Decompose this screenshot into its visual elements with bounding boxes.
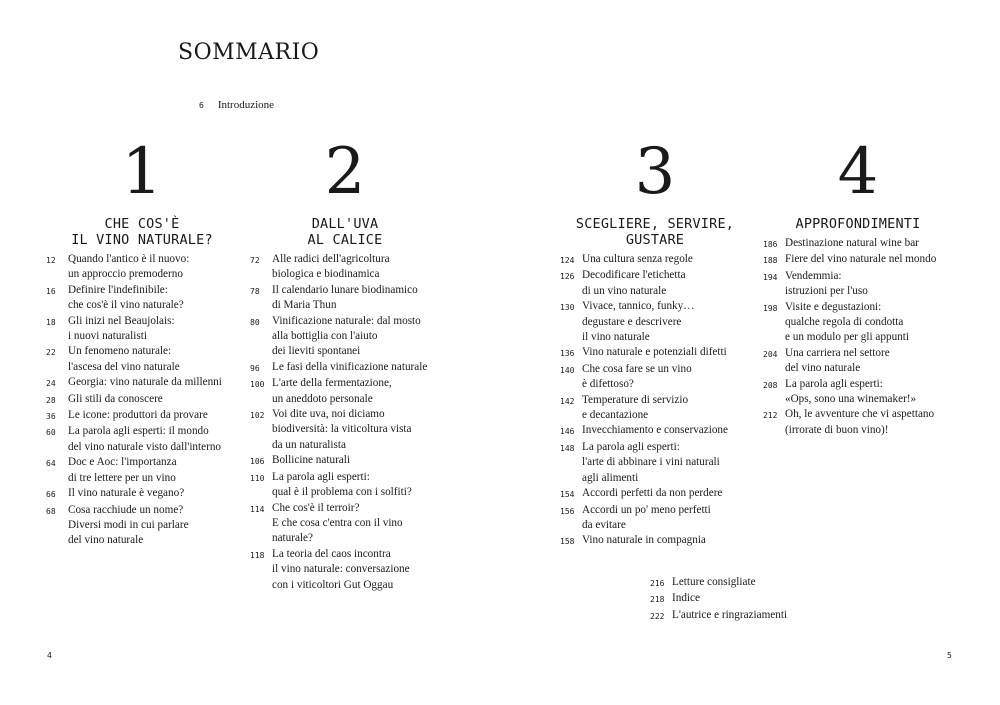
page-number: 222 bbox=[650, 611, 665, 621]
page-number: 130 bbox=[560, 303, 575, 313]
toc-entry[interactable] bbox=[46, 503, 241, 549]
toc-entry[interactable] bbox=[560, 362, 750, 393]
page-number: 80 bbox=[250, 317, 260, 327]
toc-entry[interactable] bbox=[46, 486, 241, 502]
page-number: 198 bbox=[763, 303, 778, 313]
page-number: 60 bbox=[46, 428, 56, 438]
chapter-4-toc bbox=[763, 236, 963, 438]
page-number: 156 bbox=[560, 506, 575, 516]
page-number: 126 bbox=[560, 272, 575, 282]
entry-title: Le fasi della vinificazione naturale bbox=[272, 360, 428, 373]
toc-entry[interactable] bbox=[763, 407, 963, 438]
chapter-number: 2 bbox=[324, 135, 366, 209]
back-matter-toc bbox=[650, 575, 830, 624]
chapter-4-header bbox=[758, 135, 958, 232]
toc-entry[interactable] bbox=[560, 252, 750, 268]
page-number: 68 bbox=[46, 506, 56, 516]
page-number: 136 bbox=[560, 349, 575, 359]
entry-title: Una carriera nel settore del vino naturale bbox=[785, 346, 890, 375]
page-number: 216 bbox=[650, 579, 665, 588]
entry-title: Oh, le avventure che vi aspettano (irrorate di buon vino)! bbox=[785, 408, 935, 436]
folio-left: 4 bbox=[47, 651, 52, 660]
toc-entry[interactable] bbox=[46, 344, 241, 375]
toc-entry[interactable] bbox=[560, 268, 750, 299]
entry-title: Una cultura senza regole bbox=[582, 253, 693, 265]
entry-title: Introduzione bbox=[217, 99, 275, 111]
chapter-number: 3 bbox=[634, 135, 676, 209]
entry-title: Vino naturale e potenziali difetti bbox=[582, 346, 727, 359]
toc-entry[interactable] bbox=[763, 300, 963, 346]
page-number: 142 bbox=[560, 396, 575, 406]
toc-entry[interactable] bbox=[46, 375, 241, 391]
page-number: 28 bbox=[46, 395, 56, 405]
page-number: 78 bbox=[250, 286, 260, 296]
page-number: 212 bbox=[763, 411, 778, 421]
toc-entry[interactable] bbox=[250, 470, 450, 501]
page-number: 18 bbox=[46, 317, 56, 327]
page-number: 100 bbox=[250, 380, 265, 390]
entry-title: Alle radici dell'agricoltura biologica e biodinamica bbox=[272, 253, 390, 281]
intro-entry[interactable] bbox=[199, 99, 274, 111]
entry-title: Doc e Aoc: l'importanza di tre lettere per un vino bbox=[68, 456, 177, 484]
toc-entry[interactable] bbox=[650, 608, 830, 624]
page-number: 148 bbox=[560, 443, 575, 453]
toc-entry[interactable] bbox=[250, 376, 450, 407]
entry-title: Che cosa fare se un vino è difettoso? bbox=[582, 362, 692, 391]
page-number: 110 bbox=[250, 473, 265, 483]
toc-entry[interactable] bbox=[250, 283, 450, 314]
page-number: 36 bbox=[46, 412, 56, 422]
toc-entry[interactable] bbox=[763, 252, 963, 268]
toc-entry[interactable] bbox=[250, 547, 450, 593]
page-number: 66 bbox=[46, 490, 56, 500]
toc-entry[interactable] bbox=[560, 486, 750, 502]
entry-title: Accordi un po' meno perfetti da evitare bbox=[582, 503, 711, 531]
toc-entry[interactable] bbox=[46, 455, 241, 486]
entry-title: Vinificazione naturale: dal mosto alla bottiglia con l'aiuto dei lieviti spontanei bbox=[272, 314, 421, 358]
toc-entry[interactable] bbox=[560, 423, 750, 439]
toc-entry[interactable] bbox=[250, 501, 450, 547]
entry-title: Vendemmia: istruzioni per l'uso bbox=[785, 269, 868, 298]
entry-title: L'arte della fermentazione, un aneddoto personale bbox=[272, 377, 392, 405]
toc-entry[interactable] bbox=[46, 392, 241, 408]
page-title: SOMMARIO bbox=[178, 40, 320, 65]
entry-title: Vivace, tannico, funky… degustare e descrivere il vino naturale bbox=[582, 300, 695, 344]
entry-title: Il vino naturale è vegano? bbox=[68, 487, 185, 500]
toc-entry[interactable] bbox=[46, 424, 241, 455]
page-number: 16 bbox=[46, 286, 56, 296]
chapter-number: 1 bbox=[121, 135, 163, 209]
toc-entry[interactable] bbox=[763, 269, 963, 300]
page-number: 154 bbox=[560, 490, 575, 500]
entry-title: Accordi perfetti da non perdere bbox=[582, 487, 723, 500]
toc-entry[interactable] bbox=[560, 533, 750, 549]
page-number: 146 bbox=[560, 427, 575, 437]
entry-title: Che cos'è il terroir? E che cosa c'entra con il vino naturale? bbox=[272, 501, 403, 545]
entry-title: Fiere del vino naturale nel mondo bbox=[785, 253, 937, 266]
entry-title: Il calendario lunare biodinamico di Maria Thun bbox=[272, 283, 418, 312]
page-number: 208 bbox=[763, 380, 778, 390]
toc-entry[interactable] bbox=[763, 377, 963, 408]
toc-entry[interactable] bbox=[560, 503, 750, 534]
entry-title: Quando l'antico è il nuovo: un approccio premoderno bbox=[68, 253, 190, 281]
entry-title: Destinazione natural wine bar bbox=[785, 237, 919, 249]
toc-entry[interactable] bbox=[650, 575, 830, 591]
entry-title: La parola agli esperti: «Ops, sono una winemaker!» bbox=[785, 377, 917, 406]
page-number: 194 bbox=[763, 272, 778, 282]
chapter-1-header bbox=[42, 135, 242, 248]
page-number: 204 bbox=[763, 349, 778, 359]
page-number: 140 bbox=[560, 365, 575, 375]
entry-title: Bollicine naturali bbox=[272, 454, 350, 467]
entry-title: Letture consigliate bbox=[672, 576, 756, 588]
page-number: 114 bbox=[250, 504, 265, 514]
page-number: 218 bbox=[650, 595, 665, 605]
entry-title: Voi dite uva, noi diciamo biodiversità: la viticoltura vista da un naturalista bbox=[272, 408, 412, 451]
toc-entry[interactable] bbox=[250, 252, 450, 283]
folio-right: 5 bbox=[947, 651, 952, 660]
entry-title: La parola agli esperti: il mondo del vino naturale visto dall'interno bbox=[68, 425, 222, 453]
toc-entry[interactable] bbox=[250, 453, 450, 469]
entry-title: Visite e degustazioni: qualche regola di condotta e un modulo per gli appunti bbox=[785, 300, 909, 344]
toc-entry[interactable] bbox=[46, 408, 241, 424]
toc-entry[interactable] bbox=[46, 283, 241, 314]
entry-title: La parola agli esperti: l'arte di abbinare i vini naturali agli alimenti bbox=[582, 440, 720, 484]
entry-title: Gli stili da conoscere bbox=[68, 392, 163, 405]
page-number: 72 bbox=[250, 256, 260, 265]
page-number: 6 bbox=[199, 101, 204, 110]
toc-entry[interactable] bbox=[560, 299, 750, 345]
toc-entry[interactable] bbox=[560, 345, 750, 361]
entry-title: Cosa racchiude un nome? Diversi modi in cui parlare del vino naturale bbox=[68, 503, 189, 547]
chapter-title: SCEGLIERE, SERVIRE, GUSTARE bbox=[575, 216, 735, 248]
entry-title: Invecchiamento e conservazione bbox=[582, 424, 728, 437]
toc-entry[interactable] bbox=[250, 360, 450, 376]
entry-title: Definire l'indefinibile: che cos'è il vino naturale? bbox=[68, 283, 184, 312]
page-number: 64 bbox=[46, 459, 56, 469]
page-number: 12 bbox=[46, 256, 56, 265]
chapter-3-toc bbox=[560, 252, 750, 550]
chapter-title: APPROFONDIMENTI bbox=[795, 216, 921, 232]
entry-title: Indice bbox=[672, 592, 700, 605]
chapter-2-header bbox=[245, 135, 445, 248]
page-number: 106 bbox=[250, 457, 265, 467]
chapter-1-toc bbox=[46, 252, 241, 549]
entry-title: La parola agli esperti: qual è il problema con i solfiti? bbox=[272, 470, 412, 499]
page-number: 186 bbox=[763, 240, 778, 249]
page-number: 124 bbox=[560, 256, 575, 265]
toc-entry[interactable] bbox=[560, 440, 750, 486]
toc-entry[interactable] bbox=[560, 393, 750, 424]
toc-entry[interactable] bbox=[250, 314, 450, 360]
toc-entry[interactable] bbox=[763, 236, 963, 252]
chapter-title: DALL'UVA AL CALICE bbox=[307, 216, 383, 248]
entry-title: Gli inizi nel Beaujolais: i nuovi naturalisti bbox=[68, 314, 175, 343]
page-number: 118 bbox=[250, 550, 265, 560]
chapter-number: 4 bbox=[837, 135, 879, 209]
toc-entry[interactable] bbox=[650, 591, 830, 607]
entry-title: Georgia: vino naturale da millenni bbox=[68, 376, 222, 389]
entry-title: Un fenomeno naturale: l'ascesa del vino naturale bbox=[68, 345, 180, 373]
toc-entry[interactable] bbox=[46, 314, 241, 345]
entry-title: L'autrice e ringraziamenti bbox=[672, 608, 788, 621]
chapter-title: CHE COS'È IL VINO NATURALE? bbox=[71, 216, 213, 248]
page-number: 96 bbox=[250, 363, 260, 373]
entry-title: Temperature di servizio e decantazione bbox=[582, 393, 689, 422]
page-number: 158 bbox=[560, 537, 575, 547]
chapter-3-header bbox=[555, 135, 755, 248]
entry-title: La teoria del caos incontra il vino naturale: conversazione con i viticoltori Gut Oggau bbox=[272, 547, 410, 591]
chapter-2-toc bbox=[250, 252, 450, 593]
toc-entry[interactable] bbox=[250, 407, 450, 453]
page-number: 102 bbox=[250, 411, 265, 421]
page-number: 188 bbox=[763, 256, 778, 266]
entry-title: Le icone: produttori da provare bbox=[68, 409, 208, 422]
entry-title: Decodificare l'etichetta di un vino naturale bbox=[582, 269, 686, 297]
toc-entry[interactable] bbox=[763, 346, 963, 377]
page-number: 24 bbox=[46, 379, 56, 389]
entry-title: Vino naturale in compagnia bbox=[582, 534, 706, 547]
toc-entry[interactable] bbox=[46, 252, 241, 283]
page-number: 22 bbox=[46, 348, 56, 358]
